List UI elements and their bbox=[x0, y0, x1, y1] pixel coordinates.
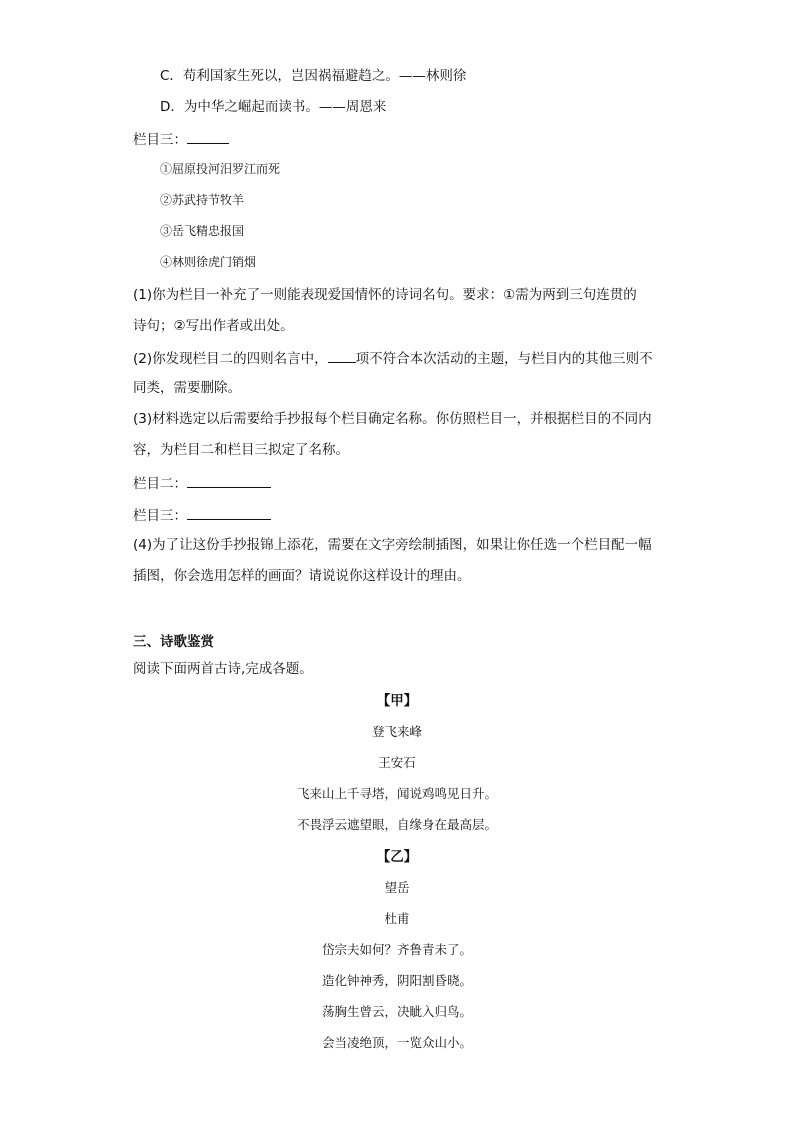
column-three-blank[interactable] bbox=[187, 129, 229, 144]
question-2-line-1 bbox=[133, 348, 653, 368]
column-three-item-4: ④林则徐虎门销烟 bbox=[160, 255, 257, 269]
poem-a-line-1: 飞来山上千寻塔，闻说鸡鸣见日升。 bbox=[296, 786, 497, 801]
question-2-line-2: 同类，需要删除。 bbox=[133, 380, 241, 396]
column-three-name-blank[interactable] bbox=[187, 505, 271, 520]
question-3-column-two bbox=[133, 473, 271, 493]
section-three-instruction: 阅读下面两首古诗,完成各题。 bbox=[133, 661, 313, 677]
question-2-suffix: 项不符合本次活动的主题，与栏目内的其他三则不 bbox=[355, 351, 653, 367]
poem-b-line-3: 荡胸生曾云，决眦入归鸟。 bbox=[321, 1004, 472, 1019]
poem-a-author: 王安石 bbox=[378, 755, 416, 770]
column-three-heading bbox=[133, 129, 229, 149]
poem-b-author: 杜甫 bbox=[384, 911, 410, 926]
question-3-line-1: (3)材料选定以后需要给手抄报每个栏目确定名称。你仿照栏目一，并根据栏目的不同内 bbox=[133, 411, 652, 427]
option-c: C．苟利国家生死以，岂因祸福避趋之。——林则徐 bbox=[160, 68, 467, 84]
poem-b-title: 望岳 bbox=[384, 880, 410, 895]
poem-b-line-4: 会当凌绝顶，一览众山小。 bbox=[321, 1035, 472, 1050]
column-two-name-blank[interactable] bbox=[187, 473, 271, 488]
poem-b-tag: 【乙】 bbox=[376, 849, 418, 865]
option-d: D．为中华之崛起而读书。——周恩来 bbox=[160, 99, 387, 115]
column-two-name-label: 栏目二： bbox=[133, 476, 187, 492]
poem-b-line-2: 造化钟神秀，阴阳割昏晓。 bbox=[321, 973, 472, 988]
poem-a-title: 登飞来峰 bbox=[371, 724, 422, 739]
question-2-blank[interactable] bbox=[328, 348, 356, 363]
question-4-line-1: (4)为了让这份手抄报锦上添花，需要在文字旁绘制插图，如果让你任选一个栏目配一幅 bbox=[133, 537, 652, 553]
column-three-item-2: ②苏武持节牧羊 bbox=[160, 193, 245, 207]
question-3-line-2: 容，为栏目二和栏目三拟定了名称。 bbox=[133, 442, 349, 458]
poem-a-line-2: 不畏浮云遮望眼，自缘身在最高层。 bbox=[296, 817, 497, 832]
question-1-line-1: (1)你为栏目一补充了一则能表现爱国情怀的诗词名句。要求：①需为两到三句连贯的 bbox=[133, 287, 637, 303]
question-2-prefix: (2)你发现栏目二的四则名言中， bbox=[133, 351, 328, 367]
question-3-column-three bbox=[133, 505, 271, 525]
question-4-line-2: 插图，你会选用怎样的画面？请说说你这样设计的理由。 bbox=[133, 568, 471, 584]
poem-b-line-1: 岱宗夫如何？齐鲁青未了。 bbox=[321, 942, 472, 957]
poem-a-tag: 【甲】 bbox=[376, 693, 418, 709]
column-three-label: 栏目三： bbox=[133, 132, 187, 148]
column-three-name-label: 栏目三： bbox=[133, 508, 187, 524]
section-three-heading: 三、诗歌鉴赏 bbox=[133, 634, 214, 650]
column-three-item-1: ①屈原投河汨罗江而死 bbox=[160, 162, 281, 176]
question-1-line-2: 诗句；②写出作者或出处。 bbox=[133, 318, 294, 334]
column-three-item-3: ③岳飞精忠报国 bbox=[160, 224, 245, 238]
